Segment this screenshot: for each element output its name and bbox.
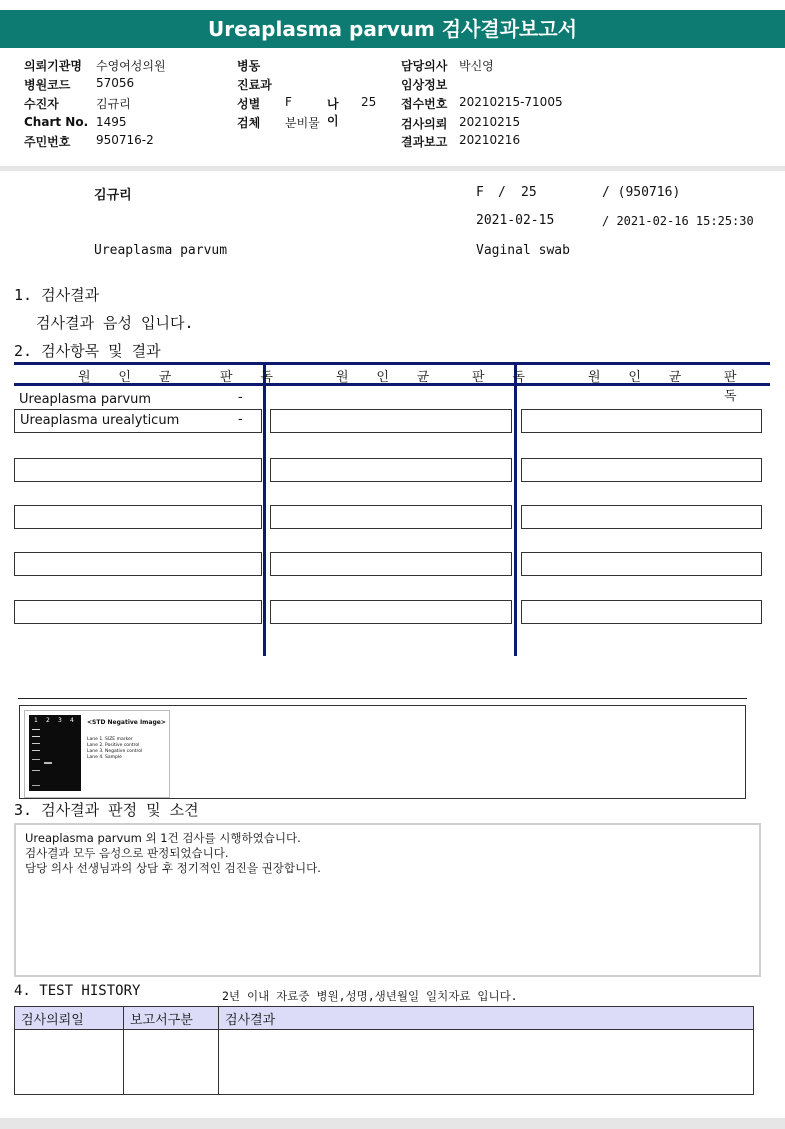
sex-value: F — [285, 95, 292, 109]
grid-header-organism-3: 원 인 균 — [588, 370, 692, 385]
history-col-result: 검사결과 — [219, 1007, 754, 1030]
age-label: 나이 — [327, 97, 339, 128]
summary-age: 25 — [521, 185, 537, 200]
grid-header-organism-1: 원 인 균 — [78, 370, 182, 385]
section1-text: 검사결과 음성 입니다. — [36, 314, 194, 332]
gel-band — [32, 770, 40, 771]
hospital-code-value: 57056 — [96, 76, 135, 90]
grid-divider-2 — [514, 362, 517, 656]
report-value: 20210216 — [459, 133, 521, 147]
result-cell — [521, 458, 762, 482]
gel-frame — [19, 705, 746, 799]
result-organism-1: Ureaplasma parvum — [19, 392, 152, 407]
reception-label: 접수번호 — [401, 97, 448, 111]
gel-band — [32, 729, 40, 730]
doctor-label: 담당의사 — [401, 59, 448, 73]
lane-label-1: 1 — [34, 717, 38, 724]
resident-value: 950716-2 — [96, 133, 154, 147]
chart-value: 1495 — [96, 115, 127, 129]
hospital-code-label: 병원코드 — [24, 78, 71, 92]
gel-band — [32, 785, 40, 786]
result-cell — [521, 552, 762, 576]
grid-divider-1 — [263, 362, 266, 656]
grid-header-result-1: 판 독 — [220, 370, 283, 385]
institution-label: 의뢰기관명 — [24, 59, 82, 73]
result-cell — [14, 505, 262, 529]
result-cell — [270, 552, 512, 576]
result-value-2: - — [238, 412, 243, 427]
result-cell — [14, 458, 262, 482]
footer-band — [0, 1118, 785, 1129]
opinion-box — [14, 823, 761, 977]
summary-sex: F — [476, 185, 484, 200]
gel-band — [32, 736, 40, 737]
clinical-label: 임상정보 — [401, 78, 448, 92]
result-cell — [14, 552, 262, 576]
result-cell — [14, 409, 262, 433]
result-cell — [521, 600, 762, 624]
summary-request-date: 2021-02-15 — [476, 213, 555, 228]
section4-title: 4. TEST HISTORY — [14, 983, 141, 999]
section2-title: 2. 검사항목 및 결과 — [14, 342, 161, 360]
specimen-label: 검체 — [237, 116, 261, 130]
history-table — [14, 1006, 754, 1095]
result-organism-2: Ureaplasma urealyticum — [20, 413, 180, 428]
opinion-line: 검사결과 모두 음성으로 판정되었습니다. — [25, 846, 229, 860]
gel-legend-item: Lane 1. SIZE marker — [87, 737, 133, 742]
doctor-value: 박신영 — [459, 59, 494, 73]
history-header-row — [15, 1007, 754, 1030]
gel-legend — [87, 737, 142, 761]
result-cell — [270, 600, 512, 624]
gel-lanes-panel — [29, 715, 81, 791]
chart-label: Chart No. — [24, 115, 89, 129]
header-divider — [0, 166, 785, 171]
gel-legend-item: Lane 2. Positive control — [87, 743, 140, 748]
grid-header-result-3: 판 독 — [724, 370, 745, 404]
history-row — [15, 1030, 754, 1095]
gel-legend-item: Lane 3. Negative control — [87, 749, 143, 754]
patient-value: 김규리 — [96, 97, 131, 111]
result-cell — [14, 600, 262, 624]
request-label: 검사의뢰 — [401, 117, 448, 131]
institution-value: 수영여성의원 — [96, 59, 166, 73]
gel-top-rule — [18, 698, 747, 699]
grid-header-result-2: 판 독 — [472, 370, 535, 385]
gel-band — [44, 762, 52, 764]
result-cell — [270, 409, 512, 433]
summary-report-datetime: / 2021-02-16 15:25:30 — [602, 214, 754, 228]
history-cell — [124, 1030, 219, 1095]
result-cell — [270, 458, 512, 482]
section3-title: 3. 검사결과 판정 및 소견 — [14, 801, 199, 819]
results-grid — [0, 362, 770, 658]
grid-header-organism-2: 원 인 균 — [336, 370, 440, 385]
specimen-value: 분비물 — [285, 116, 320, 130]
summary-slash: / — [498, 185, 506, 200]
report-title: Ureaplasma parvum 검사결과보고서 — [0, 10, 785, 48]
summary-test-name: Ureaplasma parvum — [94, 243, 228, 258]
patient-label: 수진자 — [24, 97, 59, 111]
header-info — [24, 57, 784, 157]
summary-specimen: Vaginal swab — [476, 243, 570, 258]
lane-label-3: 3 — [58, 717, 62, 724]
history-col-request-date: 검사의뢰일 — [15, 1007, 124, 1030]
result-cell — [521, 409, 762, 433]
history-col-report-type: 보고서구분 — [124, 1007, 219, 1030]
section1-title: 1. 검사결과 — [14, 286, 100, 304]
history-note: 2년 이내 자료중 병원,성명,생년월일 일치자료 입니다. — [222, 989, 518, 1003]
result-cell — [521, 505, 762, 529]
summary-birth: / (950716) — [602, 185, 681, 200]
gel-band — [32, 759, 40, 760]
gel-band — [32, 750, 40, 751]
history-cell — [219, 1030, 754, 1095]
opinion-line: Ureaplasma parvum 외 1건 검사를 시행하였습니다. — [25, 831, 301, 845]
resident-label: 주민번호 — [24, 135, 71, 149]
summary-name: 김규리 — [94, 188, 132, 203]
age-value: 25 — [361, 95, 377, 109]
lane-label-2: 2 — [46, 717, 50, 724]
sex-label: 성별 — [237, 97, 261, 111]
gel-band — [32, 743, 40, 744]
result-value-1: - — [238, 390, 243, 405]
gel-legend-item: Lane 4. Sample — [87, 755, 122, 760]
request-value: 20210215 — [459, 115, 521, 129]
lane-label-4: 4 — [70, 717, 74, 724]
opinion-text — [25, 831, 321, 876]
ward-label: 병동 — [237, 59, 261, 73]
history-cell — [15, 1030, 124, 1095]
dept-label: 진료과 — [237, 78, 272, 92]
reception-value: 20210215-71005 — [459, 95, 563, 109]
grid-top-rule — [14, 362, 770, 365]
report-label: 결과보고 — [401, 135, 448, 149]
gel-title: <STD Negative Image> — [87, 719, 166, 726]
gel-image — [24, 710, 170, 798]
opinion-line: 담당 의사 선생님과의 상담 후 정기적인 검진을 권장합니다. — [25, 861, 321, 875]
result-cell — [270, 505, 512, 529]
